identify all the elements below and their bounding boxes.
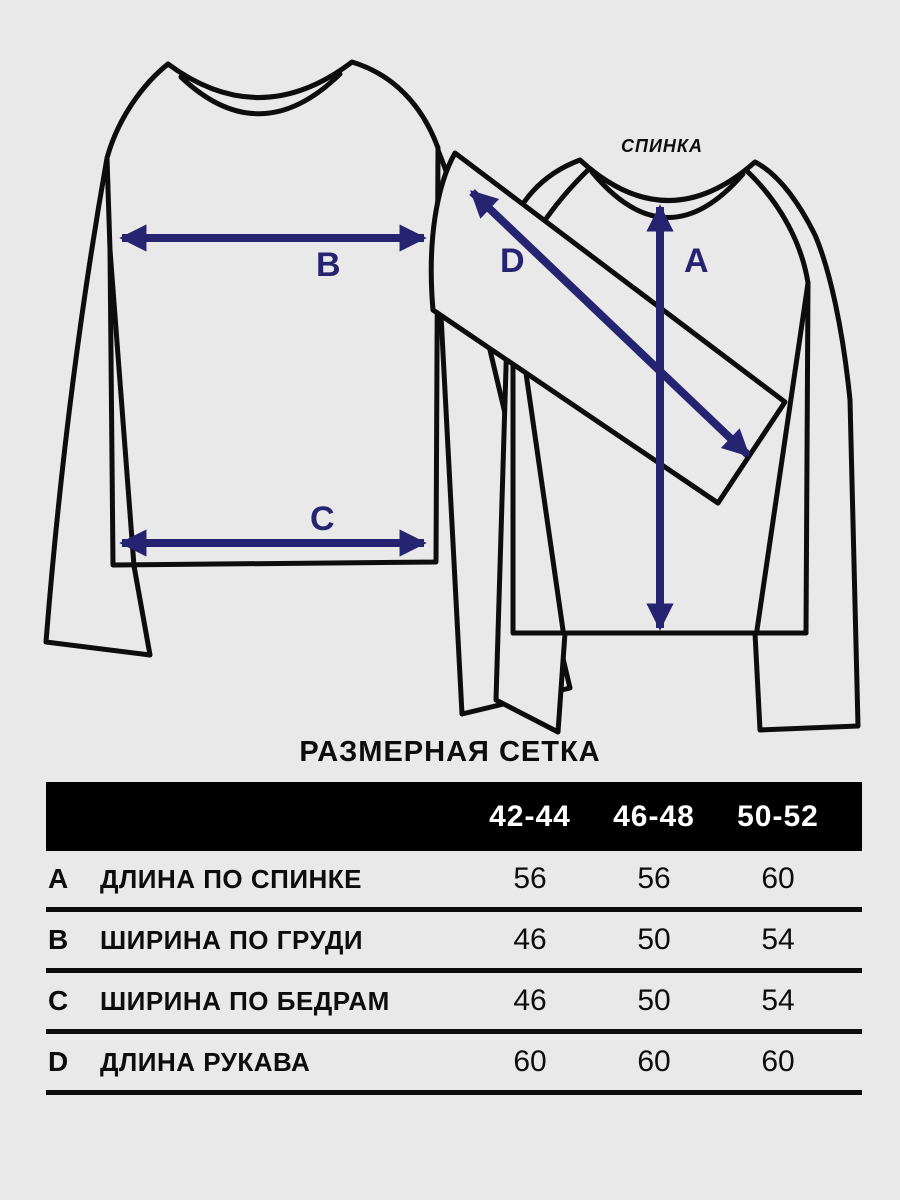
row-value: 50 [637,984,671,1017]
size-table-title: РАЗМЕРНАЯ СЕТКА [299,736,601,768]
table-row [46,1034,862,1095]
back-body-right-edge [806,283,808,633]
size-column-header: 50-52 [737,799,819,833]
size-column-header: 46-48 [613,799,695,833]
row-value: 54 [761,984,795,1017]
front-body-outline [107,62,438,565]
row-value: 54 [761,923,795,956]
row-value: 56 [513,862,547,895]
row-letter: A [48,863,69,894]
front-collar-inner-line [181,74,340,114]
garment-front-drawing [46,62,570,714]
back-view-caption: СПИНКА [621,136,703,156]
size-table-header-row [46,782,862,851]
row-value: 50 [637,923,671,956]
row-value: 60 [513,1045,547,1078]
row-value: 46 [513,923,547,956]
row-letter: C [48,985,69,1016]
row-value: 60 [761,862,795,895]
row-value: 60 [637,1045,671,1078]
row-value: 60 [761,1045,795,1078]
row-label: ДЛИНА ПО СПИНКЕ [100,863,363,894]
row-letter: D [48,1046,69,1077]
row-label: ШИРИНА ПО ГРУДИ [100,924,364,955]
measure-label-d: D [500,242,525,280]
size-column-header: 42-44 [489,799,571,833]
table-row [46,912,862,973]
row-value: 46 [513,984,547,1017]
row-value: 56 [637,862,671,895]
table-row [46,973,862,1034]
row-letter: B [48,924,69,955]
measure-label-a: A [684,242,709,280]
table-row [46,851,862,912]
front-left-sleeve-outline [46,158,150,655]
measure-label-b: B [316,246,341,284]
measure-label-c: C [310,500,335,538]
size-table [46,782,862,1095]
row-label: ДЛИНА РУКАВА [100,1046,311,1077]
row-label: ШИРИНА ПО БЕДРАМ [100,985,390,1016]
